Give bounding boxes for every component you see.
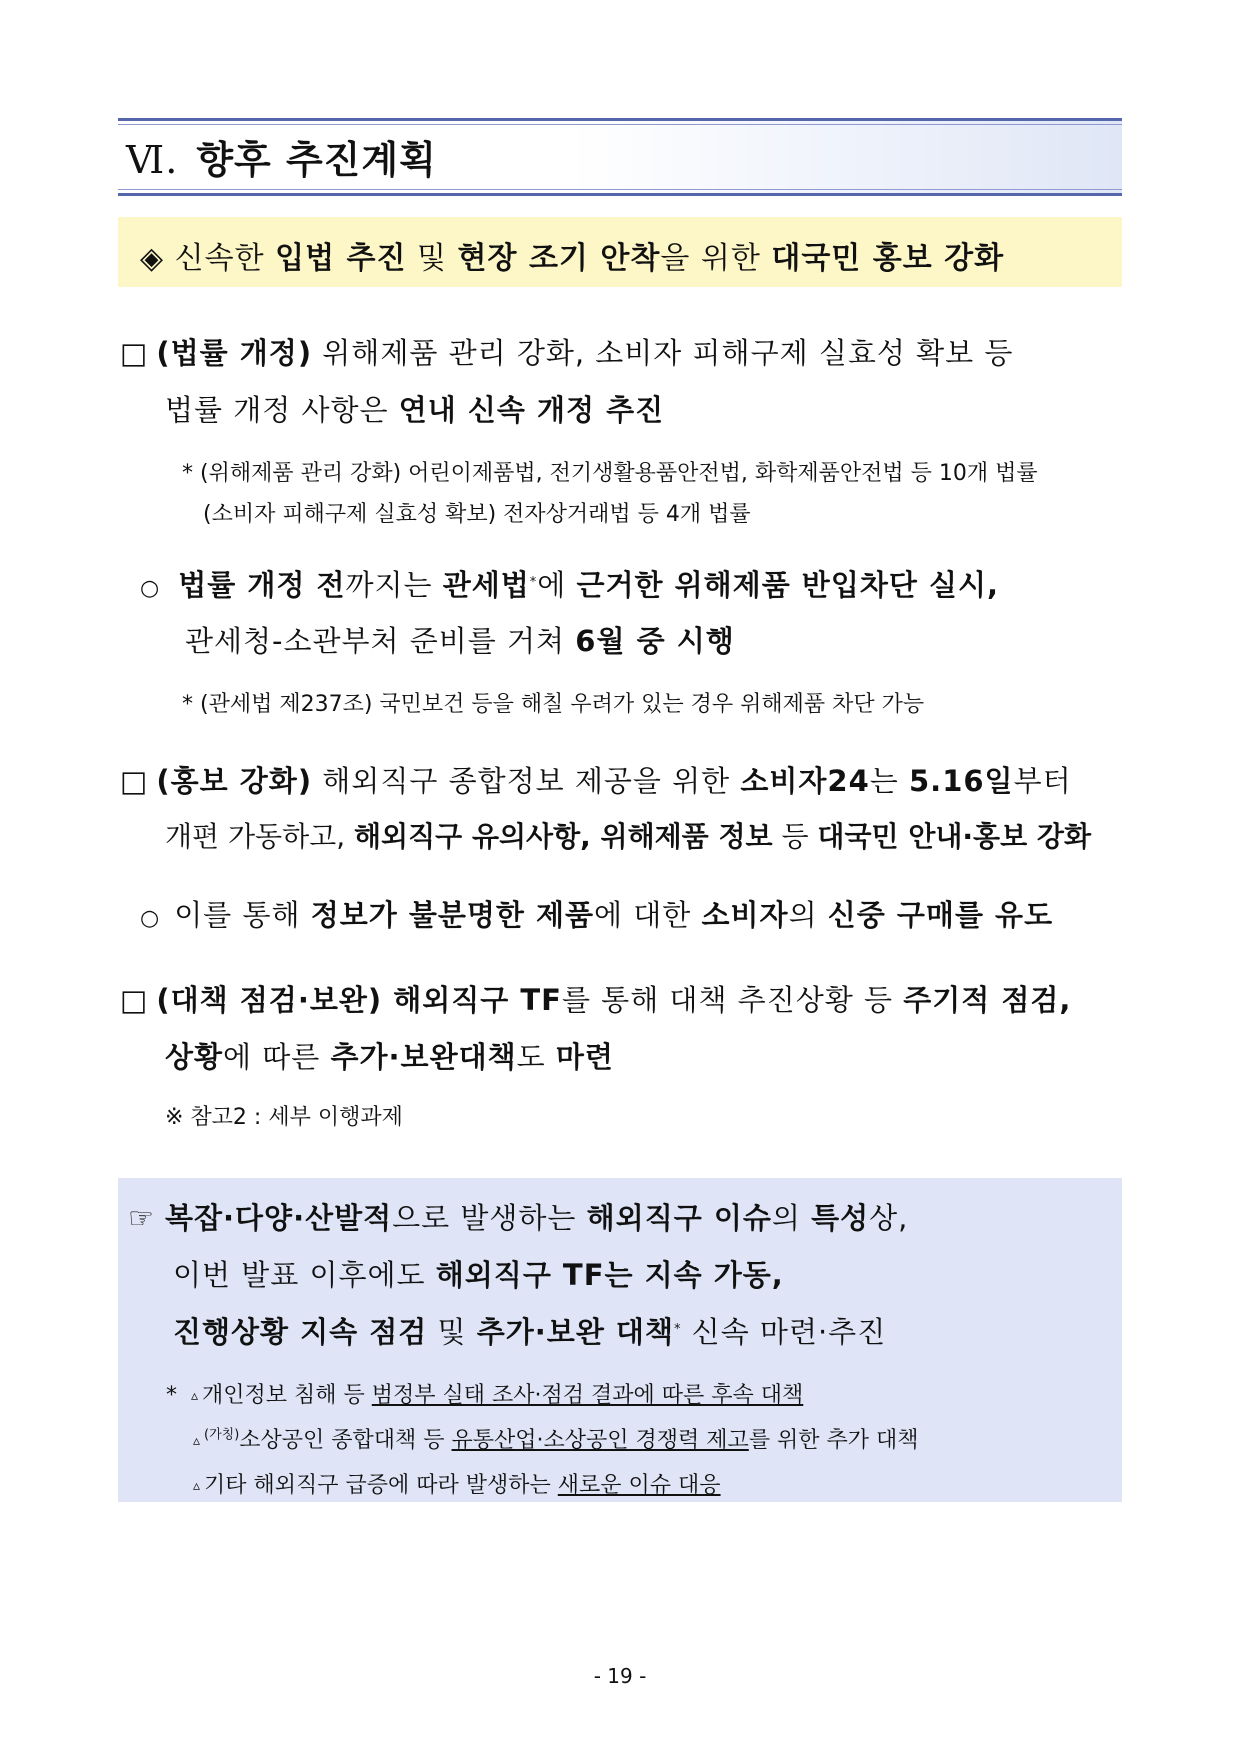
checkbox-bullet-icon: □ bbox=[120, 764, 149, 798]
item-review-line2: 상황에 따른 추가·보완대책도 마련 bbox=[165, 1040, 614, 1074]
page-number: - 19 - bbox=[593, 1664, 647, 1688]
conclusion-line3: 진행상황 지속 점검 및 추가·보완 대책* 신속 마련·추진 bbox=[173, 1315, 887, 1349]
conclusion-line2: 이번 발표 이후에도 해외직구 TF는 지속 가동, bbox=[173, 1258, 784, 1292]
circle-bullet-icon: ○ bbox=[140, 576, 161, 601]
item-law-revision-line1: □ (법률 개정) 위해제품 관리 강화, 소비자 피해구제 실효성 확보 등 bbox=[120, 336, 1014, 370]
item-promotion-line1: □ (홍보 강화) 해외직구 종합정보 제공을 위한 소비자24는 5.16일부터 bbox=[120, 764, 1072, 798]
diamond-icon: ◈ bbox=[140, 241, 165, 276]
item-law-revision-line2: 법률 개정 사항은 연내 신속 개정 추진 bbox=[165, 393, 665, 427]
section-title-text: 향후 추진계획 bbox=[196, 138, 437, 182]
summary-box bbox=[118, 217, 1122, 287]
item-customs-line1: ○ 법률 개정 전까지는 관세법*에 근거한 위해제품 반입차단 실시, bbox=[140, 568, 1000, 602]
law-revision-note1: * (위해제품 관리 강화) 어린이제품법, 전기생활용품안전법, 화학제품안전법 등 10개 법률 bbox=[182, 461, 1038, 486]
pointing-hand-icon: ☞ bbox=[128, 1201, 155, 1235]
item-promotion-line2: 개편 가동하고, 해외직구 유의사항, 위해제품 정보 등 대국민 안내·홍보 강화 bbox=[165, 820, 1091, 853]
circle-bullet-icon: ○ bbox=[140, 906, 161, 931]
conclusion-note1: * ▵ 개인정보 침해 등 범정부 실태 조사·점검 결과에 따른 후속 대책 bbox=[166, 1383, 804, 1408]
reference-note: ※ 참고2 : 세부 이행과제 bbox=[165, 1105, 403, 1130]
checkbox-bullet-icon: □ bbox=[120, 983, 149, 1017]
conclusion-box bbox=[118, 1178, 1122, 1502]
conclusion-note2: ▵ $^{(가칭)}$소상공인 종합대책 등 유통산업·소상공인 경쟁력 제고를 위한 추가 대책 bbox=[193, 1427, 919, 1453]
customs-note: * (관세법 제237조) 국민보건 등을 해칠 우려가 있는 경우 위해제품 차단 가능 bbox=[182, 692, 925, 717]
conclusion-line1: ☞ 복잡·다양·산발적으로 발생하는 해외직구 이슈의 특성상, bbox=[128, 1201, 909, 1235]
law-revision-note2: (소비자 피해구제 실효성 확보) 전자상거래법 등 4개 법률 bbox=[203, 502, 751, 527]
checkbox-bullet-icon: □ bbox=[120, 336, 149, 370]
conclusion-note3: ▵ 기타 해외직구 급증에 따라 발생하는 새로운 이슈 대응 bbox=[193, 1473, 721, 1498]
summary-text: ◈ 신속한 입법 추진 및 현장 조기 안착을 위한 대국민 홍보 강화 bbox=[140, 241, 1005, 276]
section-number: Ⅵ. bbox=[126, 138, 179, 182]
section-title bbox=[126, 129, 437, 184]
item-guidance-line: ○ 이를 통해 정보가 불분명한 제품에 대한 소비자의 신중 구매를 유도 bbox=[140, 898, 1054, 932]
item-review-line1: □ (대책 점검·보완) 해외직구 TF를 통해 대책 추진상황 등 주기적 점검, bbox=[120, 983, 1072, 1017]
triangle-bullet-icon: ▵ bbox=[191, 1388, 199, 1404]
triangle-bullet-icon: ▵ bbox=[193, 1478, 201, 1494]
section-header bbox=[118, 118, 1122, 196]
item-customs-line2: 관세청-소관부처 준비를 거쳐 6월 중 시행 bbox=[185, 624, 735, 658]
triangle-bullet-icon: ▵ bbox=[193, 1433, 201, 1449]
